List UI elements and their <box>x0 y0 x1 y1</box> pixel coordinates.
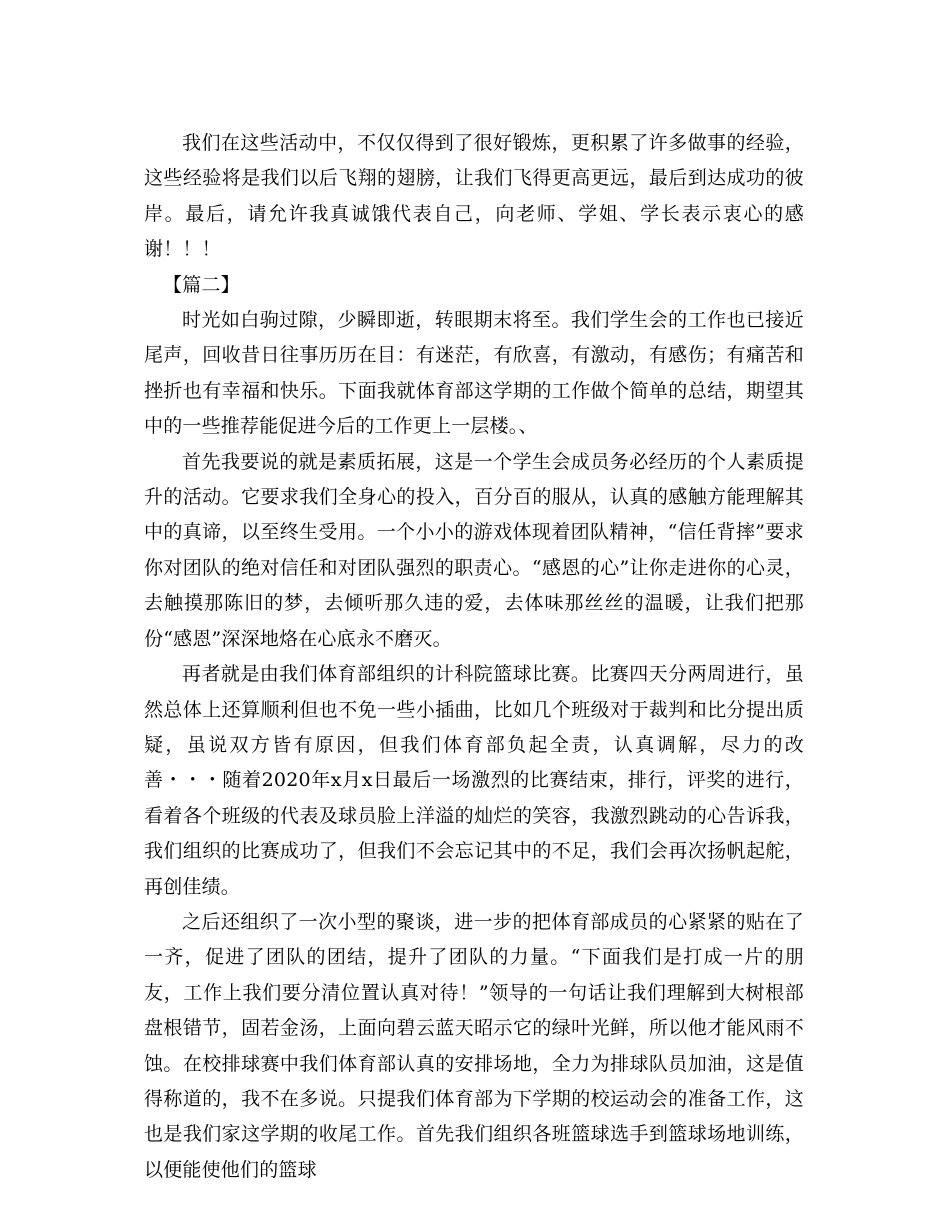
paragraph: 之后还组织了一次小型的聚谈，进一步的把体育部成员的心紧紧的贴在了一齐，促进了团队的团结，提升了团队的力量。“下面我们是打成一片的朋友，工作上我们要分清位置认真对待！”领导的一句话让我们理解到大树根部盘根错节，固若金汤，上面向碧云蓝天昭示它的绿叶光鲜，所以他才能风雨不蚀。在校排球赛中我们体育部认真的安排场地，全力为排球队员加油，这是值得称道的，我不在多说。只提我们体育部为下学期的校运动会的准备工作，这也是我们家这学期的收尾工作。首先我们组织各班篮球选手到篮球场地训练，以便能使他们的篮球 <box>144 910 804 1181</box>
paragraph: 再者就是由我们体育部组织的计科院篮球比赛。比赛四天分两周进行，虽然总体上还算顺利但也不免一些小插曲，比如几个班级对于裁判和比分提出质疑，虽说双方皆有原因，但我们体育部负起全责，认真调解，尽力的改善・・・随着2020年x月x日最后一场激烈的比赛结束，排行，评奖的进行，看着各个班级的代表及球员脸上洋溢的灿烂的笑容，我激烈跳动的心告诉我，我们组织的比赛成功了，但我们不会忘记其中的不足，我们会再次扬帆起舵，再创佳绩。 <box>144 663 804 898</box>
document-body <box>144 126 804 1188</box>
section-heading: 【篇二】 <box>163 273 240 296</box>
paragraph: 我们在这些活动中，不仅仅得到了很好锻炼，更积累了许多做事的经验，这些经验将是我们以后飞翔的翅膀，让我们飞得更高更远，最后到达成功的彼岸。最后，请允许我真诚饿代表自己，向老师、学姐、学长表示衷心的感谢！！！ <box>144 132 804 261</box>
paragraph: 时光如白驹过隙，少瞬即逝，转眼期末将至。我们学生会的工作也已接近尾声，回收昔日往事历历在目：有迷茫，有欣喜，有激动，有感伤；有痛苦和挫折也有幸福和快乐。下面我就体育部这学期的工作做个简单的总结，期望其中的一些推荐能促进今后的工作更上一层楼。、 <box>144 309 804 438</box>
paragraph: 首先我要说的就是素质拓展，这是一个学生会成员务必经历的个人素质提升的活动。它要求我们全身心的投入，百分百的服从，认真的感触方能理解其中的真谛，以至终生受用。一个小小的游戏体现着团队精神，“信任背摔”要求你对团队的绝对信任和对团队强烈的职责心。“感恩的心”让你走进你的心灵，去触摸那陈旧的梦，去倾听那久违的爱，去体味那丝丝的温暖，让我们把那份“感恩”深深地烙在心底永不磨灭。 <box>144 450 804 650</box>
